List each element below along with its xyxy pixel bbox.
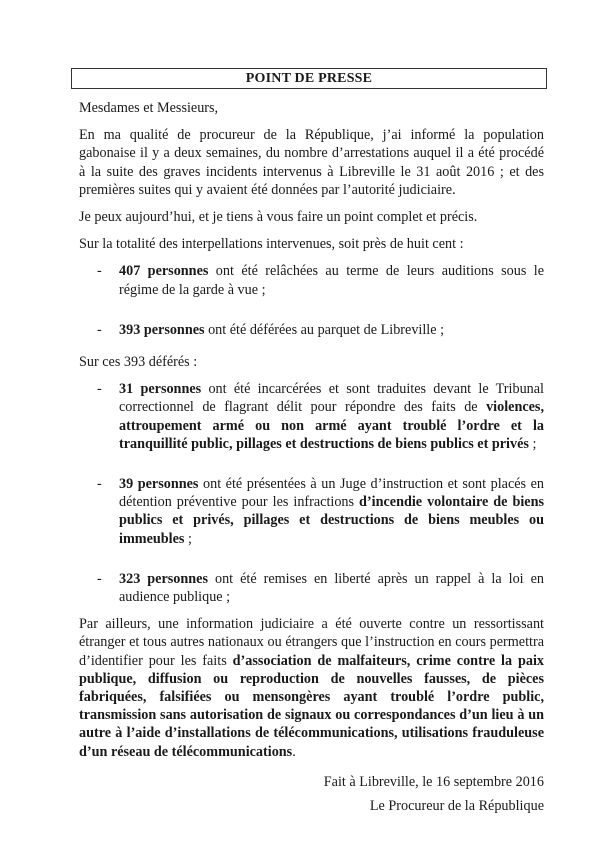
point-paragraph: Je peux aujourd’hui, et je tiens à vous faire un point complet et précis. bbox=[79, 209, 478, 226]
count-text: 31 personnes bbox=[119, 381, 202, 398]
place-date: Fait à Libreville, le 16 septembre 2016 bbox=[323, 773, 544, 790]
list-dash: - bbox=[97, 321, 102, 338]
signatory: Le Procureur de la République bbox=[369, 798, 544, 815]
item-text: ont été présentées à un Juge d’instruction et sont placés en détention préventive pour les infractions bbox=[119, 476, 544, 511]
charges-text: violences, attroupement armé ou non armé ayant troublé l’ordre et la tranquillité public, pillages et destructions de biens publics et privés bbox=[119, 399, 544, 452]
charges-text: d’incendie volontaire de biens publics et privés, pillages et destructions de biens meubles ou immeubles bbox=[119, 494, 544, 547]
count-text: 393 personnes bbox=[119, 321, 205, 338]
count-text: 323 personnes bbox=[119, 570, 208, 587]
item-end: ; bbox=[184, 530, 192, 547]
item-text: ont été relâchées au terme de leurs auditions sous le régime de la garde à vue ; bbox=[119, 263, 544, 298]
page-title: POINT DE PRESSE bbox=[71, 68, 547, 89]
list-item bbox=[79, 321, 544, 339]
information-paragraph bbox=[79, 615, 544, 761]
intro-paragraph: En ma qualité de procureur de la République, j’ai informé la population gabonaise il y a deux semaines, du nombre d’arrestations auquel il a été procédé à la suite des graves incidents intervenus à Libreville le 31 août 2016 ; et des premières suites qui y avaient été données par l’autorité judiciaire. bbox=[79, 127, 544, 198]
info-text: Par ailleurs, une information judiciaire a été ouverte contre un ressortissant étranger et tous autres nationaux ou étrangers que l’instruction en cours permettra d’identifier pour les faits bbox=[79, 616, 544, 669]
document-body bbox=[79, 99, 544, 815]
list-item bbox=[79, 475, 544, 548]
count-text: 39 personnes bbox=[119, 476, 199, 493]
item-text: ont été incarcérées et sont traduites devant le Tribunal correctionnel de flagrant délit pour répondre des faits de bbox=[119, 381, 544, 416]
count-text: 407 personnes bbox=[119, 263, 209, 280]
list-item bbox=[79, 262, 544, 298]
item-end: ; bbox=[528, 435, 537, 452]
group1-list bbox=[79, 262, 544, 339]
list-item bbox=[79, 570, 544, 606]
item-text: ont été déférées au parquet de Libreville ; bbox=[204, 321, 445, 338]
total-paragraph: Sur la totalité des interpellations intervenues, soit près de huit cent : bbox=[79, 236, 464, 253]
subtotal-paragraph: Sur ces 393 déférés : bbox=[79, 354, 198, 371]
group2-list bbox=[79, 380, 544, 606]
list-dash: - bbox=[97, 476, 102, 493]
info-end: . bbox=[292, 743, 296, 760]
list-dash: - bbox=[97, 381, 102, 398]
item-text: ont été remises en liberté après un rappel à la loi en audience publique ; bbox=[119, 570, 545, 606]
list-dash: - bbox=[97, 570, 102, 587]
list-item bbox=[79, 380, 544, 453]
info-charges: d’association de malfaiteurs, crime contre la paix publique, diffusion ou reproduction de nouvelles fausses, de pièces fabriquées, falsifiées ou mensongères ayant troublé l’ordre public, transmission sans autorisation de signaux ou correspondances d’un lieu à un autre à l’aide d’installations de télécommunications, utilisations frauduleuse d’un réseau de télécommunications bbox=[79, 652, 544, 760]
list-dash: - bbox=[97, 263, 102, 280]
greeting: Mesdames et Messieurs, bbox=[79, 100, 219, 116]
